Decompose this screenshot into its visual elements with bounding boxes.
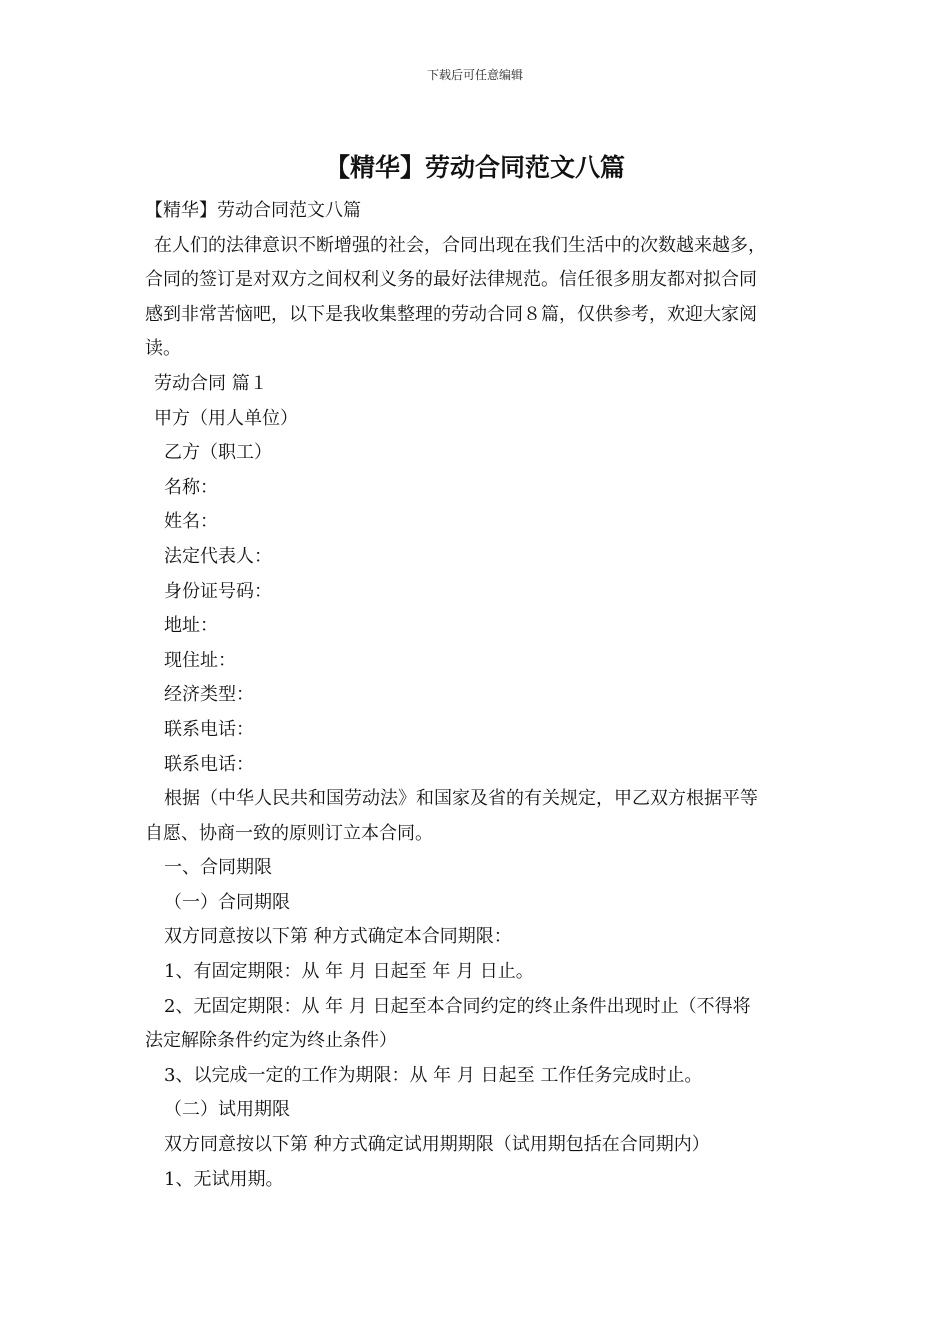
intro-line-1: 在人们的法律意识不断增强的社会，合同出现在我们生活中的次数越来越多，	[154, 234, 766, 256]
field-id-number: 身份证号码：	[164, 580, 272, 602]
term-method-line: 双方同意按以下第 种方式确定本合同期限：	[164, 926, 512, 948]
probation-method-line: 双方同意按以下第 种方式确定试用期期限（试用期包括在合同期内）	[164, 1134, 710, 1156]
subclause-heading-2: （二）试用期限	[164, 1099, 290, 1121]
header-note: 下载后可任意编辑	[426, 68, 523, 82]
field-phone-1: 联系电话：	[164, 718, 254, 740]
field-legal-rep: 法定代表人：	[164, 545, 272, 567]
field-name: 名称：	[164, 476, 218, 498]
intro-line-4: 读。	[145, 338, 181, 360]
intro-line-2: 合同的签订是对双方之间权利义务的最好法律规范。信任很多朋友都对拟合同	[145, 269, 757, 291]
subtitle-line: 【精华】劳动合同范文八篇	[145, 200, 361, 221]
document-body	[145, 194, 810, 1197]
basis-line-2: 自愿、协商一致的原则订立本合同。	[145, 822, 433, 844]
field-economic-type: 经济类型：	[164, 684, 254, 706]
party-a-label: 甲方（用人单位）	[154, 407, 298, 429]
section-heading: 劳动合同 篇１	[154, 372, 268, 394]
subclause-heading-1: （一）合同期限	[164, 891, 290, 913]
probation-option-1: 1、无试用期。	[164, 1168, 284, 1190]
document-title: 【精华】劳动合同范文八篇	[324, 153, 625, 182]
field-current-address: 现住址：	[164, 649, 236, 671]
term-option-2: 2、无固定期限：从 年 月 日起至本合同约定的终止条件出现时止（不得将	[164, 995, 751, 1017]
field-phone-2: 联系电话：	[164, 753, 254, 775]
term-option-1: 1、有固定期限：从 年 月 日起至 年 月 日止。	[164, 961, 534, 983]
basis-line-1: 根据（中华人民共和国劳动法》和国家及省的有关规定，甲乙双方根据平等	[164, 788, 758, 810]
field-address: 地址：	[164, 615, 218, 637]
field-person-name: 姓名：	[164, 511, 218, 533]
term-option-2-cont: 法定解除条件约定为终止条件）	[145, 1030, 397, 1052]
clause-heading-1: 一、合同期限	[164, 857, 272, 879]
intro-line-3: 感到非常苦恼吧，以下是我收集整理的劳动合同８篇，仅供参考，欢迎大家阅	[145, 303, 757, 325]
party-b-label: 乙方（职工）	[164, 442, 272, 464]
term-option-3: 3、以完成一定的工作为期限：从 年 月 日起至 工作任务完成时止。	[164, 1064, 703, 1086]
